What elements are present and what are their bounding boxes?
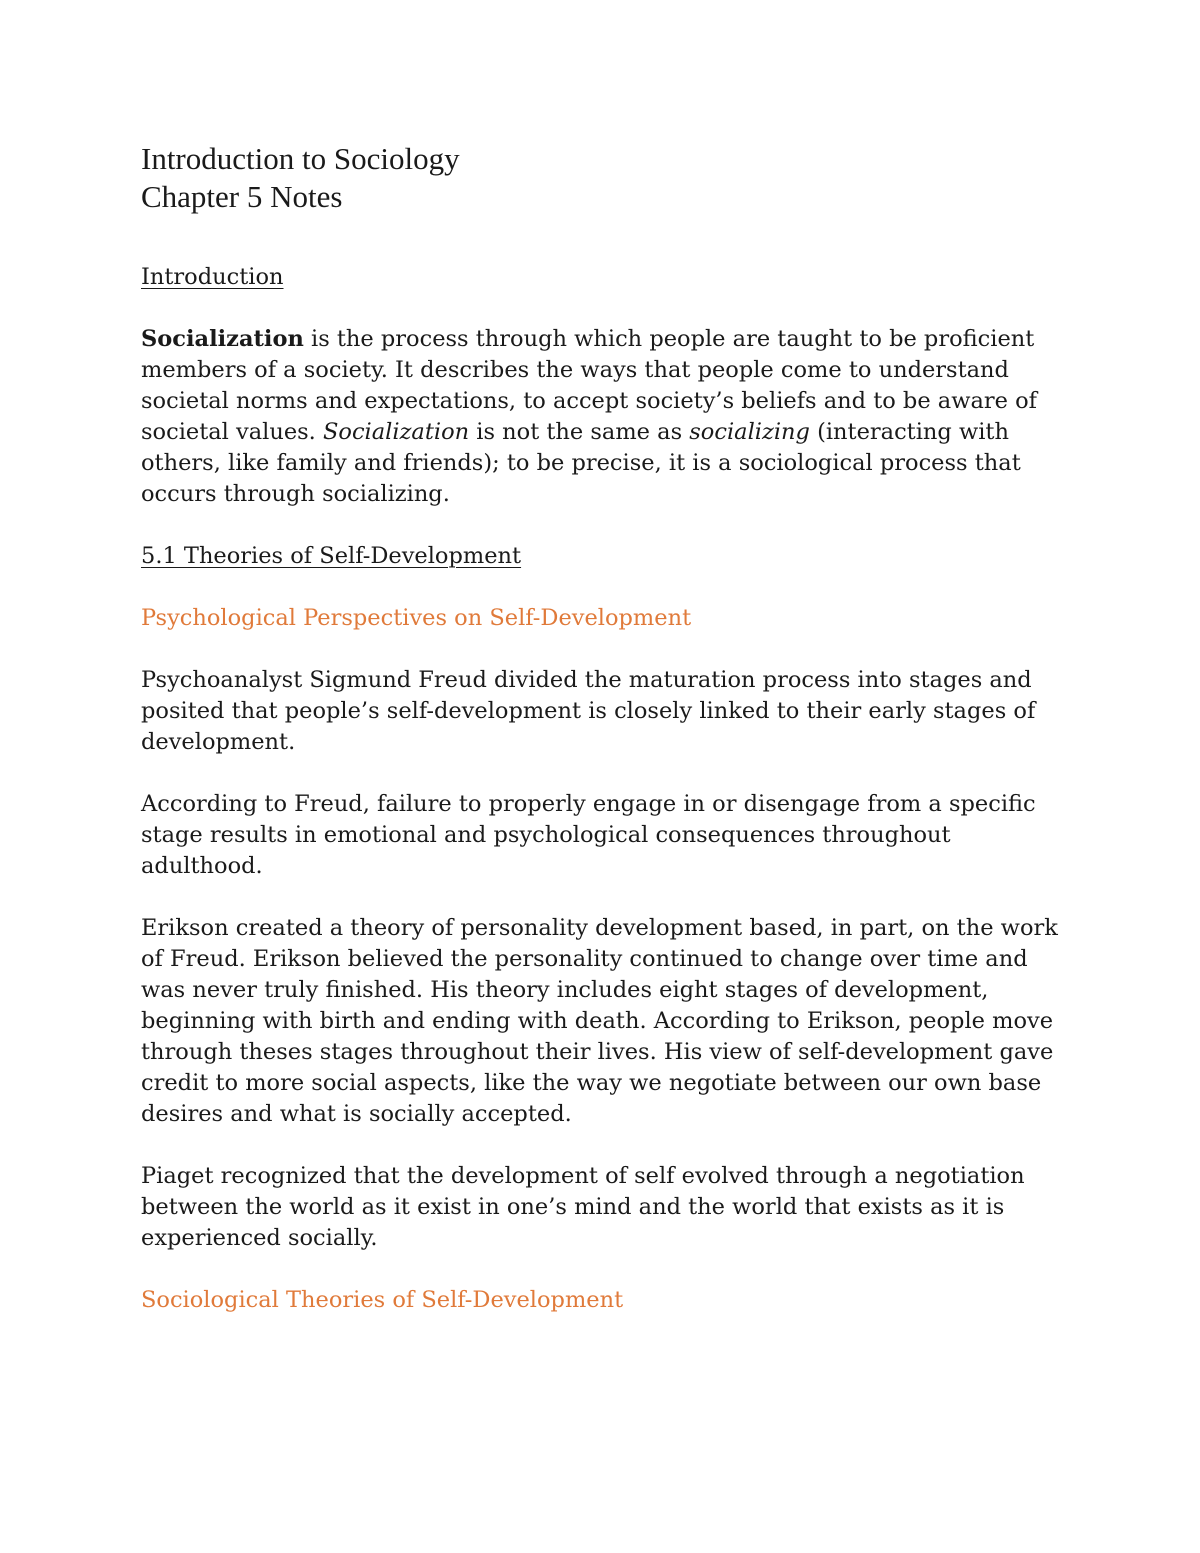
intro-text-2: is not the same as (469, 419, 690, 445)
paragraph-freud-failure: According to Freud, failure to properly engage in or disengage from a specific stage results in emotional and psychological consequences throughout adulthood. (141, 791, 1036, 879)
italic-socialization: Socialization (323, 419, 470, 445)
subheading-sociological: Sociological Theories of Self-Development (141, 1287, 624, 1313)
term-socialization: Socialization (141, 326, 304, 352)
intro-text-1: is the process through which people are taught to be proficient members of a society. It describes the ways that people come to understand societal norms and expectations, to accept society’s beliefs and to be aware of societal values. (141, 326, 1037, 445)
subheading-psychological: Psychological Perspectives on Self-Development (141, 605, 692, 631)
section-heading-5-1: 5.1 Theories of Self-Development (141, 543, 522, 569)
title-line-2: Chapter 5 Notes (141, 179, 343, 214)
paragraph-erikson: Erikson created a theory of personality development based, in part, on the work of Freud. Erikson believed the personality continued to change over time and was never truly finished. His theory includes eight stages of development, beginning with birth and ending with death. According to Erikson, people move through theses stages throughout their lives. His view of self-development gave credit to more social aspects, like the way we negotiate between our own base desires and what is socially accepted. (141, 915, 1058, 1127)
title-line-1: Introduction to Sociology (141, 141, 460, 176)
intro-text-3: (interacting with others, like family and friends); to be precise, it is a sociological process that occurs through socializing. (141, 419, 1021, 507)
paragraph-piaget: Piaget recognized that the development of self evolved through a negotiation between the world as it exist in one’s mind and the world that exists as it is experienced socially. (141, 1163, 1025, 1251)
italic-socializing: socializing (689, 419, 810, 445)
section-heading-introduction: Introduction (141, 264, 284, 290)
paragraph-socialization (141, 324, 1076, 510)
paragraph-freud-stages: Psychoanalyst Sigmund Freud divided the maturation process into stages and posited that people’s self-development is closely linked to their early stages of development. (141, 667, 1036, 755)
document-title (141, 140, 1076, 216)
document-content (141, 140, 1076, 1316)
